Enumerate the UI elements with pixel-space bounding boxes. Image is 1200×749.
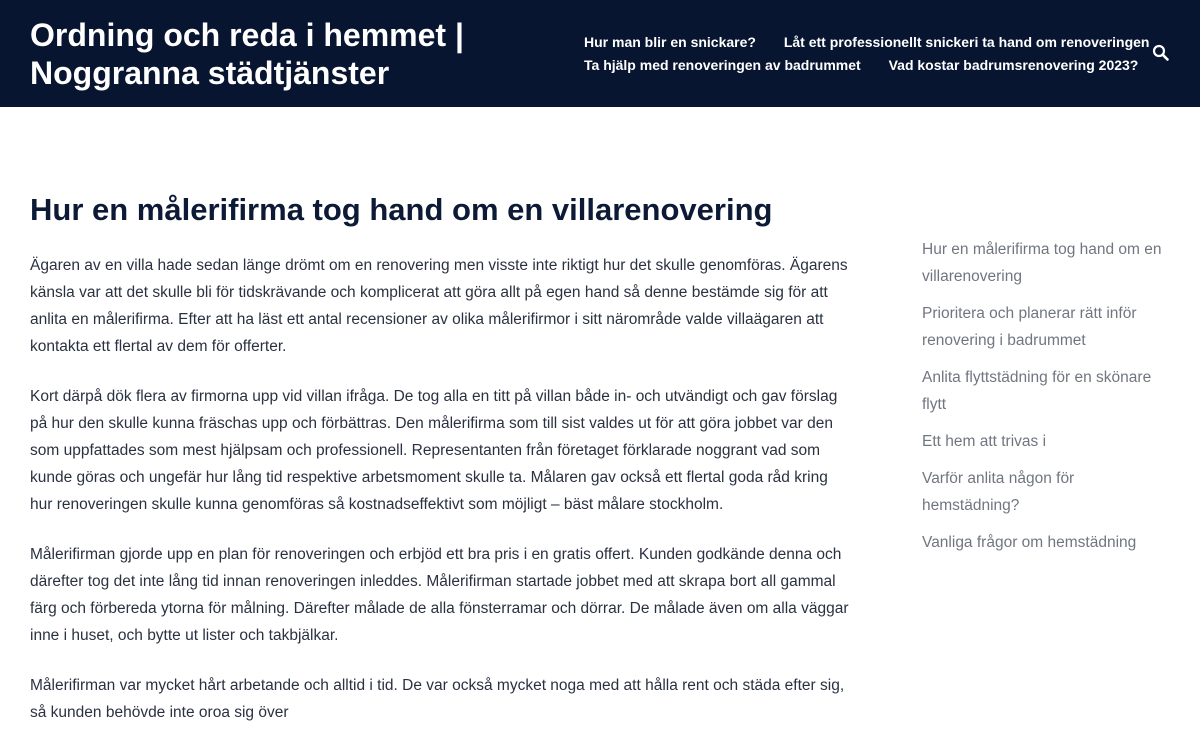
site-title[interactable]: Ordning och reda i hemmet | Noggranna städtjänster [30,17,464,91]
nav-row-1 [560,31,1150,54]
nav-link-snickeri[interactable]: Låt ett professionellt snickeri ta hand om renoveringen [783,34,1150,50]
sidebar-item-hem-att-trivas[interactable]: Ett hem att trivas i [922,433,1047,450]
sidebar-item-flyttstadning[interactable]: Anlita flyttstädning för en skönare flytt [922,369,1152,413]
article [30,190,850,749]
article-paragraph: Kort därpå dök flera av firmorna upp vid villan ifråga. De tog alla en titt på villan både in- och utvändigt och gav förslag på hur den skulle kunna fräschas upp och förbättras. Den målerifirma som till sist valdes ut för att göra jobbet var den som uppfattades som mest hjälpsam och professionell. Representanten från företaget förklarade noggrant vad som kunde göras och ungefär hur lång tid respektive arbetsmoment skulle ta. Målaren gav också ett flertal goda råd kring hur renoveringen skulle kunna genomföras så kostnadseffektivt som möjligt – bäst målare stockholm. [30,388,838,513]
page-title: Hur en målerifirma tog hand om en villarenovering [30,192,773,227]
article-paragraph: Målerifirman gjorde upp en plan för renoveringen och erbjöd ett bra pris i en gratis offert. Kunden godkände denna och därefter tog det inte lång tid innan renoveringen inleddes. Målerifirman startade jobbet med att skrapa bort all gammal färg och förbereda ytorna för målning. Därefter målade de alla fönsterramar och dörrar. De målade även om alla väggar inne i huset, och bytte ut lister och takbjälkar. [30,546,849,644]
site-header [0,0,1200,107]
sidebar-item-prioritera[interactable]: Prioritera och planerar rätt inför renovering i badrummet [922,305,1137,349]
nav-link-badrum[interactable]: Ta hjälp med renoveringen av badrummet [584,57,861,73]
article-paragraph: Ägaren av en villa hade sedan länge drömt om en renovering men visste inte riktigt hur det skulle genomföras. Ägarens känsla var att det skulle bli för tidskrävande och komplicerat att göra allt på egen hand så denne bestämde sig för att anlita en målerifirma. Efter att ha läst ett antal recensioner av olika målerifirmor i sitt närområde valde villaägaren att kontakta ett flertal av dem för offerter. [30,257,848,355]
nav-row-2 [560,54,1139,77]
article-body [30,252,850,726]
sidebar-item-hemstadning[interactable]: Varför anlita någon för hemstädning? [922,470,1075,514]
sidebar-recent-posts [922,236,1172,566]
sidebar-item-vanliga-fragor[interactable]: Vanliga frågor om hemstädning [922,534,1137,551]
nav-link-badrumsrenovering[interactable]: Vad kostar badrumsrenovering 2023? [888,57,1139,73]
search-icon[interactable] [1152,44,1170,62]
sidebar-item-malerifirma[interactable]: Hur en målerifirma tog hand om en villarenovering [922,241,1162,285]
nav-link-snickare[interactable]: Hur man blir en snickare? [584,34,756,50]
article-paragraph: Målerifirman var mycket hårt arbetande och alltid i tid. De var också mycket noga med att hålla rent och städa efter sig, så kunden behövde inte oroa sig över [30,677,845,721]
main-navigation [560,31,1150,77]
